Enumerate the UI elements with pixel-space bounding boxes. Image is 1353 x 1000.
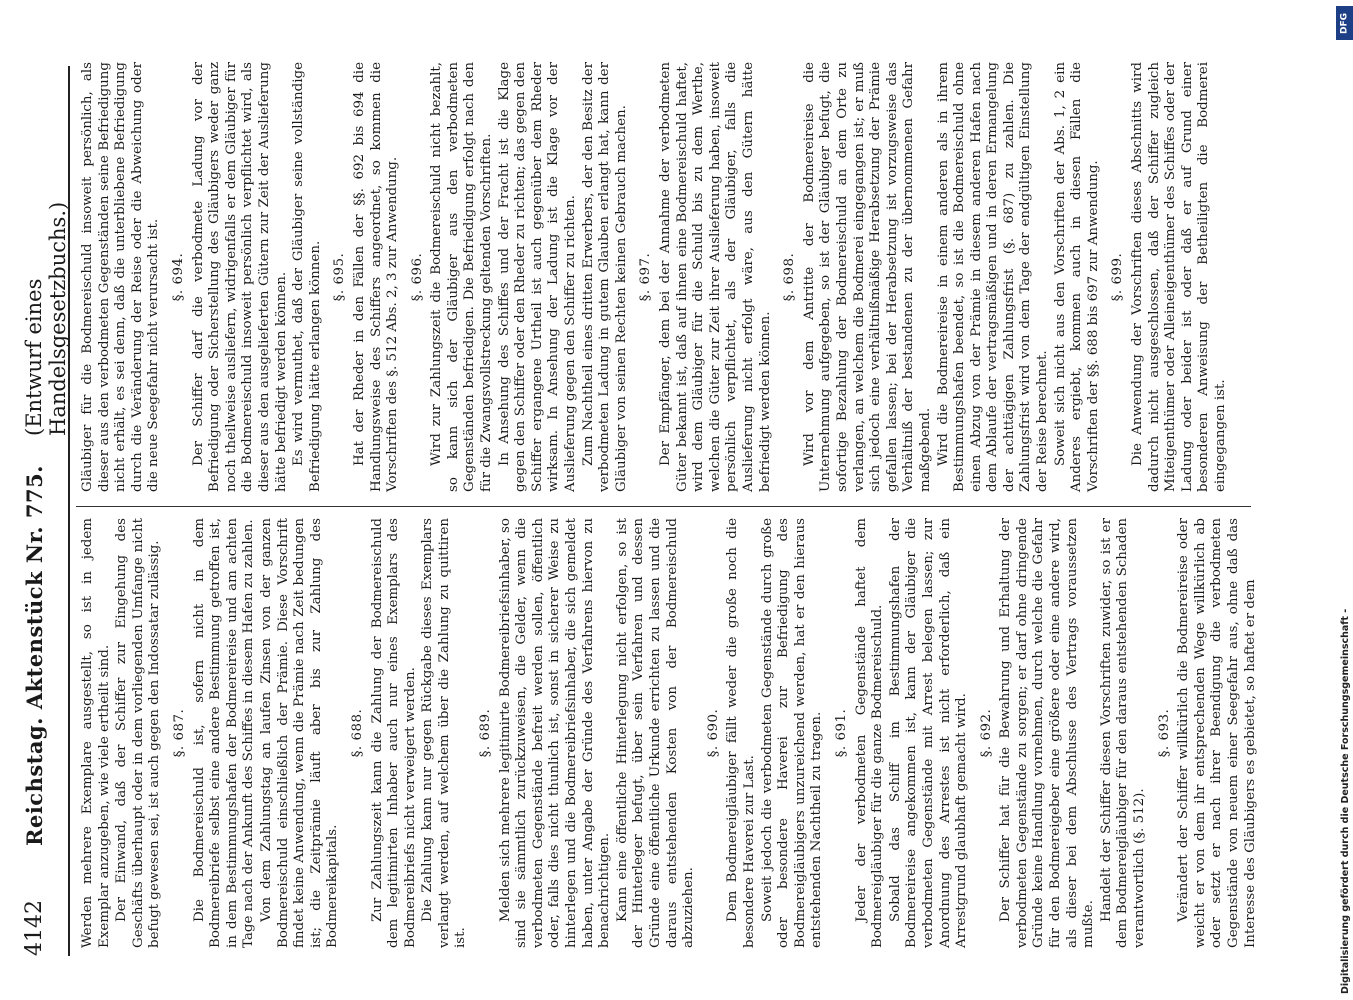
paragraph: Zum Nachtheil eines dritten Erwerbers, der den Besitz der verbodmeten Ladung in gutem Glauben erlangt hat, kann der Gläubiger von seinen Rechten keinen Gebrauch machen. bbox=[580, 62, 629, 492]
paragraph: Soweit jedoch die verbodmeten Gegenstände durch große oder besondere Haverei zur Befriedigung des Bodmereigläubigers unzureichend werden, hat er den hieraus entstehenden Nachtheil zu tragen. bbox=[759, 518, 825, 948]
section-heading: §. 687. bbox=[171, 708, 187, 758]
paragraph: Sobald das Schiff im Bestimmungshafen der Bodmereireise angekommen ist, kann der Gläubiger die verbodmeten Gegenstände mit Arrest belegen lassen; zur Anordnung des Arrestes ist nicht erforderlich, daß ein Arrestgrund glaubhaft gemacht wird. bbox=[887, 518, 970, 948]
paragraph: Melden sich mehrere legitimirte Bodmereibriefsinhaber, so sind sie sämmtlich zurückzuweisen, die Gelder, wenn die verbodmeten Gegenstände befreit werden sollen, öffentlich oder, falls dies nicht thunlich ist, sonst in sicherer Weise zu hinterlegen und die Bodmereibriefsinhaber, die sich gemeldet haben, unter Angabe der Gründe des Verfahrens hiervon zu benachrichtigen. bbox=[497, 518, 613, 948]
paragraph: Gläubiger für die Bodmereischuld insoweit persönlich, als dieser aus den verbodmeten Gegenständen seine Befriedigung nicht erhält, es sei denn, daß die unterbliebene Befriedigung durch die Veränderung der Reise oder die Abweichung oder die neue Seegefahr nicht verursacht ist. bbox=[80, 62, 162, 492]
header-title: Reichstag. Aktenstück Nr. 775. bbox=[22, 465, 47, 846]
header-subtitle: (Entwurf eines Handelsgesetzbuchs.) bbox=[22, 201, 70, 436]
paragraph: Dem Bodmereigläubiger fällt weder die große noch die besondere Haverei zur Last. bbox=[725, 518, 757, 948]
paragraph: Wird zur Zahlungszeit die Bodmereischuld nicht bezahlt, so kann sich der Gläubiger aus den verbodmeten Gegenständen befriedigen. Die Befriedigung erfolgt nach den für die Zwangsvollstreckung geltenden Vorschriften. bbox=[429, 62, 495, 492]
section-heading: §. 691. bbox=[833, 708, 849, 758]
section-heading: §. 694. bbox=[170, 252, 186, 302]
paragraph: Der Einwand, daß der Schiffer zur Eingehung des Geschäfts überhaupt oder in dem vorliegenden Umfange nicht befugt gewesen sei, ist auch gegen den Indossatar zulässig. bbox=[114, 518, 163, 948]
paragraph: Soweit sich nicht aus den Vorschriften der Abs. 1, 2 ein Anderes ergiebt, kommen auch in diesen Fällen die Vorschriften der §§. 688 bis 697 zur Anwendung. bbox=[1052, 62, 1101, 492]
section-heading: §. 696. bbox=[409, 252, 425, 302]
paragraph: Es wird vermuthet, daß der Gläubiger seine vollständige Befriedigung hätte erlangen können. bbox=[291, 62, 323, 492]
paragraph: Kann eine öffentliche Hinterlegung nicht erfolgen, so ist der Hinterleger befugt, über sein Verfahren und dessen Gründe eine öffentliche Urkunde errichten zu lassen und die daraus entstehenden Kosten von der Bodmereischuld abzuziehen. bbox=[614, 518, 697, 948]
section-heading: §. 689. bbox=[478, 708, 494, 758]
paragraph: Wird vor dem Antritte der Bodmereireise die Unternehmung aufgegeben, so ist der Gläubiger befugt, die sofortige Bezahlung der Bodmereischuld an dem Orte zu verlangen, an welchem die Bodmerei eingegangen ist; er muß sich jedoch eine verhältnißmäßige Herabsetzung der Prämie gefallen lassen; bei der Herabsetzung ist vorzugsweise das Verhältniß der bestandenen zu der übernommenen Gefahr maßgebend. bbox=[801, 62, 933, 492]
column-divider bbox=[76, 506, 1251, 507]
paragraph: Die Bodmereischuld ist, sofern nicht in dem Bodmereibriefe selbst eine andere Bestimmung getroffen ist, in dem Bestimmungshafen der Bodmereireise und am achten Tage nach der Ankunft des Schiffes in diesem Hafen zu zahlen. bbox=[191, 518, 257, 948]
section-heading: §. 688. bbox=[349, 708, 365, 758]
paragraph: Der Empfänger, dem bei der Annahme der verbodmeten Güter bekannt ist, daß auf ihnen eine Bodmereischuld haftet, wird dem Gläubiger für die Schuld bis zu dem Werthe, welchen die Güter zur Zeit ihrer Auslieferung haben, insoweit persönlich verpflichtet, als der Gläubiger, falls die Auslieferung nicht erfolgt wäre, aus den Gütern hätte befriedigt werden können. bbox=[658, 62, 773, 492]
paragraph: Der Schiffer darf die verbodmete Ladung vor der Befriedigung oder Sicherstellung des Gläubigers weder ganz noch theilweise ausliefern, widrigenfalls er dem Gläubiger für die Bodmereischuld insoweit persönlich verpflichtet wird, als dieser aus den ausgelieferten Gütern zur Zeit der Auslieferung hätte befriedigt werden können. bbox=[190, 62, 289, 492]
right-text-column bbox=[80, 62, 1240, 492]
section-heading: §. 695. bbox=[332, 252, 348, 302]
digitization-note: Digitalisierung gefördert durch die Deutsche Forschungsgemeinschaft - bbox=[1340, 608, 1351, 994]
paragraph: Jeder der verbodmeten Gegenstände haftet dem Bodmereigläubiger für die ganze Bodmereischuld. bbox=[853, 518, 886, 948]
paragraph: Verändert der Schiffer willkürlich die Bodmereireise oder weicht er von dem ihr entsprechenden Wege willkürlich ab oder setzt er nach ihrer Beendigung die verbodmeten Gegenstände von neuem einer Seegefahr aus, ohne daß das Interesse des Gläubigers es gebietet, so haftet er dem bbox=[1176, 518, 1258, 948]
paragraph: Der Schiffer hat für die Bewahrung und Erhaltung der verbodmeten Gegenstände zu sorgen; er darf ohne dringende Gründe keine Handlung vornehmen, durch welche die Gefahr für den Bodmereigeber eine größere oder eine andere wird, als dieser bei dem Abschlusse des Vertrags voraussetzen mußte. bbox=[998, 518, 1097, 948]
left-text-column bbox=[80, 518, 1258, 948]
paragraph: In Ansehung des Schiffes und der Fracht ist die Klage gegen den Schiffer oder den Rheder zu richten; das gegen den Schiffer ergangene Urtheil ist auch gegenüber dem Rheder wirksam. In Ansehung der Ladung ist die Klage vor der Auslieferung gegen den Schiffer zu richten. bbox=[496, 62, 579, 492]
paragraph: Wird die Bodmereireise in einem anderen als in ihrem Bestimmungshafen beendet, so ist die Bodmereischuld ohne einen Abzug von der Prämie in diesem anderen Hafen nach dem Ablaufe der vertragsmäßigen und in deren Ermangelung der achttägigen Zahlungsfrist (§. 687) zu zahlen. Die Zahlungsfrist wird von dem Tage der endgültigen Einstellung der Reise berechnet. bbox=[935, 62, 1051, 492]
page-number: 4142 bbox=[22, 900, 47, 956]
paragraph: Von dem Zahlungstag an laufen Zinsen von der ganzen Bodmereischuld einschließlich der Prämie. Diese Vorschrift findet keine Anwendung, wenn die Prämie nach Zeit bedungen ist; die Zeitprämie läuft aber bis zur Zahlung des Bodmereikapitals. bbox=[258, 518, 341, 948]
section-heading: §. 693. bbox=[1156, 708, 1172, 758]
paragraph: Die Zahlung kann nur gegen Rückgabe dieses Exemplars verlangt werden, auf welchem über die Zahlung zu quittiren ist. bbox=[420, 518, 469, 948]
paragraph: Zur Zahlungszeit kann die Zahlung der Bodmereischuld dem legitimirten Inhaber auch nur eines Exemplars des Bodmereibriefs nicht verweigert werden. bbox=[369, 518, 418, 948]
paragraph: Die Anwendung der Vorschriften dieses Abschnitts wird dadurch nicht ausgeschlossen, daß der Schiffer zugleich Miteigenthümer oder Alleineigenthümer des Schiffes oder der Ladung oder beider ist oder daß er auf Grund einer besonderen Anweisung der Betheiligten die Bodmerei eingegangen ist. bbox=[1130, 62, 1228, 492]
section-heading: §. 690. bbox=[705, 708, 721, 758]
section-heading: §. 698. bbox=[782, 252, 798, 302]
section-heading: §. 699. bbox=[1110, 252, 1126, 302]
page-header bbox=[8, 66, 70, 956]
section-heading: §. 697. bbox=[638, 252, 654, 302]
section-heading: §. 692. bbox=[978, 708, 994, 758]
paragraph: Werden mehrere Exemplare ausgestellt, so ist in jedem Exemplar anzugeben, wie viele ertheilt sind. bbox=[80, 518, 112, 948]
dfg-logo: DFG bbox=[1336, 6, 1353, 40]
paragraph: Handelt der Schiffer diesen Vorschriften zuwider, so ist er dem Bodmereigläubiger für den daraus entstehenden Schaden verantwortlich (§. 512). bbox=[1098, 518, 1148, 948]
paragraph: Hat der Rheder in den Fällen der §§. 692 bis 694 die Handlungsweise des Schiffers angeordnet, so kommen die Vorschriften des §. 512 Abs. 2, 3 zur Anwendung. bbox=[351, 62, 401, 492]
